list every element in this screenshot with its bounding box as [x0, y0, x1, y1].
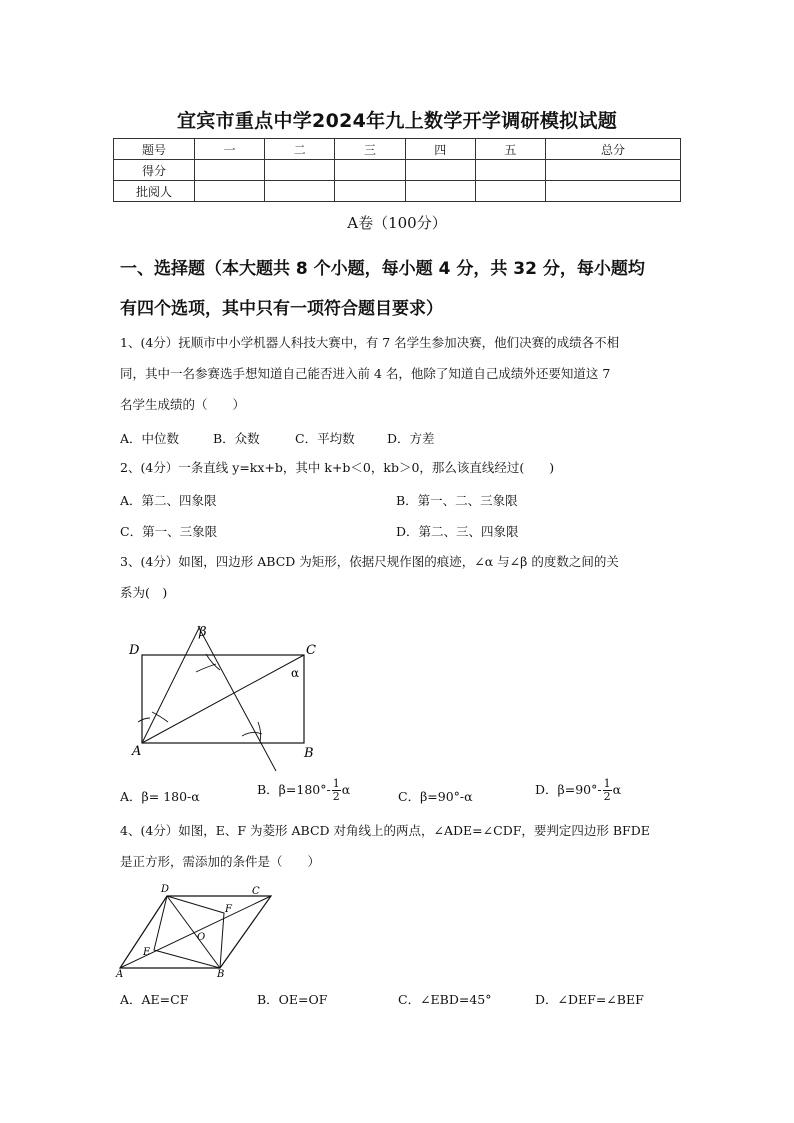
table-cell[interactable]	[546, 181, 681, 202]
option-d[interactable]: D．∠DEF=∠BEF	[535, 992, 644, 1007]
rectangle-construction-figure	[120, 618, 330, 778]
fraction-denominator: 2	[603, 790, 611, 803]
option-c[interactable]: C．∠EBD=45°	[398, 992, 492, 1007]
section-heading: 有四个选项，其中只有一项符合题目要求）	[120, 299, 443, 319]
question-text: 系为( )	[120, 585, 168, 600]
option-text: B．β=180°-	[257, 782, 331, 797]
table-cell: 批阅人	[114, 181, 195, 202]
fraction-denominator: 2	[332, 790, 340, 803]
table-cell[interactable]	[335, 160, 405, 181]
volume-heading: A卷（100分）	[347, 214, 447, 232]
question-text: 2、(4分）一条直线 y=kx+b，其中 k+b＜0，kb＞0，那么该直线经过( )	[120, 460, 555, 475]
option-a[interactable]: A．中位数	[120, 431, 180, 446]
table-cell: 三	[335, 139, 405, 160]
label-f: F	[225, 904, 232, 915]
table-cell[interactable]	[265, 160, 335, 181]
option-a[interactable]: A．第二、四象限	[120, 493, 217, 508]
diagonal-bd	[167, 896, 220, 968]
table-cell: 题号	[114, 139, 195, 160]
table-cell[interactable]	[335, 181, 405, 202]
arc-mark	[196, 664, 216, 672]
table-cell: 总分	[546, 139, 681, 160]
label-e: E	[143, 947, 151, 958]
option-c[interactable]: C．β=90°-α	[398, 789, 473, 804]
perpendicular-bisector	[198, 626, 276, 771]
table-cell: 得分	[114, 160, 195, 181]
table-cell[interactable]	[265, 181, 335, 202]
label-b: B	[217, 969, 225, 980]
label-c: C	[306, 643, 316, 658]
option-b[interactable]	[257, 778, 350, 803]
question-2	[120, 452, 685, 483]
option-d[interactable]	[535, 778, 621, 803]
question-text: 是正方形，需添加的条件是（ ）	[120, 854, 321, 869]
label-c: C	[252, 886, 260, 897]
rhombus-figure	[114, 880, 274, 980]
table-header-row	[114, 139, 681, 160]
fraction-numerator: 1	[332, 777, 340, 790]
option-d[interactable]: D．方差	[387, 431, 435, 446]
table-row	[114, 181, 681, 202]
table-cell[interactable]	[195, 181, 265, 202]
arc-mark	[138, 718, 150, 722]
question-4	[120, 815, 685, 877]
table-cell: 四	[405, 139, 475, 160]
table-cell[interactable]	[475, 160, 545, 181]
exam-title: 宜宾市重点中学2024年九上数学开学调研模拟试题	[176, 110, 618, 132]
question-text: 同，其中一名参赛选手想知道自己能否进入前 4 名，他除了知道自己成绩外还要知道这 7	[120, 366, 611, 381]
option-b[interactable]: B．第一、二、三象限	[396, 493, 518, 508]
table-cell: 二	[265, 139, 335, 160]
question-1	[120, 327, 685, 420]
table-cell[interactable]	[546, 160, 681, 181]
option-b[interactable]: B．OE=OF	[257, 992, 328, 1007]
question-3	[120, 546, 685, 608]
option-a[interactable]: A．β= 180-α	[120, 789, 200, 804]
fraction-numerator: 1	[603, 777, 611, 790]
table-cell[interactable]	[405, 181, 475, 202]
option-c[interactable]: C．平均数	[295, 431, 355, 446]
table-row	[114, 160, 681, 181]
option-text: α	[341, 782, 351, 797]
option-text: α	[612, 782, 622, 797]
question-text: 1、(4分）抚顺市中小学机器人科技大赛中，有 7 名学生参加决赛，他们决赛的成绩各不相	[120, 335, 620, 350]
arc-mark	[242, 732, 262, 736]
fraction	[332, 778, 341, 803]
label-a: A	[132, 744, 142, 759]
option-b[interactable]: B．众数	[213, 431, 260, 446]
label-d: D	[129, 643, 140, 658]
table-cell[interactable]	[405, 160, 475, 181]
label-b: B	[304, 746, 314, 761]
label-a: A	[116, 969, 124, 980]
question-text: 3、(4分）如图，四边形 ABCD 为矩形，依据尺规作图的痕迹，∠α 与∠β 的度数之间的关	[120, 554, 619, 569]
question-text: 名学生成绩的（ ）	[120, 397, 246, 412]
question-text: 4、(4分）如图，E、F 为菱形 ABCD 对角线上的两点，∠ADE=∠CDF，要判定四边形 BFDE	[120, 823, 650, 838]
table-cell: 五	[475, 139, 545, 160]
diagonal-ac	[142, 655, 304, 743]
label-beta: β	[199, 625, 207, 640]
table-cell[interactable]	[475, 181, 545, 202]
quadrilateral-bfde	[154, 896, 224, 968]
option-text: D．β=90°-	[535, 782, 602, 797]
bisector-line	[142, 626, 200, 743]
option-c[interactable]: C．第一、三象限	[120, 524, 218, 539]
label-d: D	[161, 884, 170, 895]
section-heading: 一、选择题（本大题共 8 个小题，每小题 4 分，共 32 分，每小题均	[120, 259, 645, 279]
fraction	[603, 778, 612, 803]
score-table	[113, 138, 681, 202]
label-o: O	[197, 932, 206, 943]
table-cell: 一	[195, 139, 265, 160]
label-alpha: α	[291, 666, 300, 680]
option-d[interactable]: D．第二、三、四象限	[396, 524, 519, 539]
option-a[interactable]: A．AE=CF	[120, 992, 189, 1007]
table-cell[interactable]	[195, 160, 265, 181]
